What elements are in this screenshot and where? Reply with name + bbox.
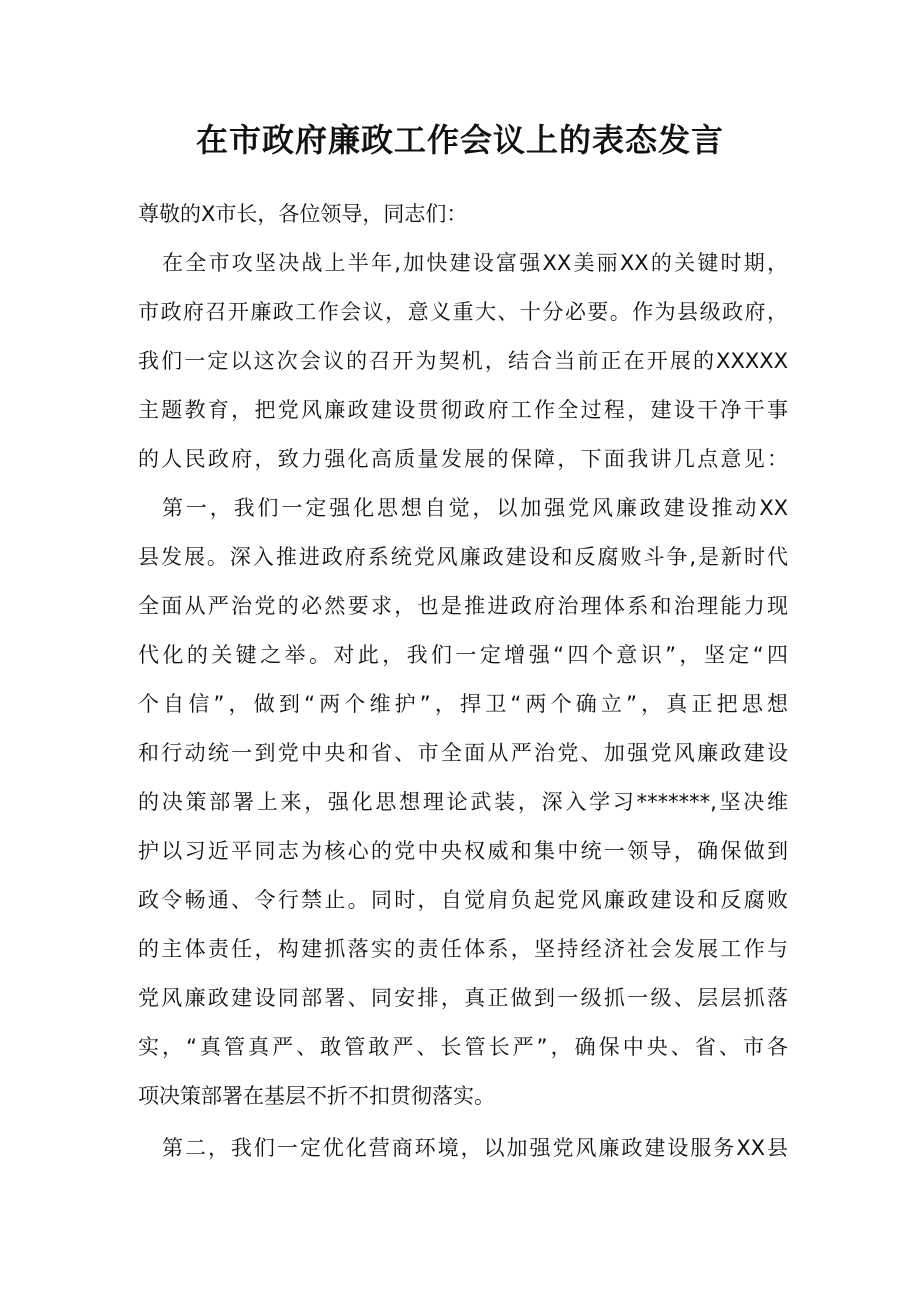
document-title: 在市政府廉政工作会议上的表态发言 — [195, 121, 724, 159]
paragraph-line: 护以习近平同志为核心的党中央权威和集中统一领导，确保做到 — [138, 839, 788, 863]
paragraph-line: 的决策部署上来，强化思想理论武装，深入学习*******,坚决维 — [138, 790, 788, 814]
paragraph-line: 第二，我们一定优化营商环境，以加强党风廉政建设服务XX县 — [162, 1136, 788, 1160]
paragraph-line: 和行动统一到党中央和省、市全面从严治党、加强党风廉政建设 — [138, 741, 788, 765]
document-body — [138, 190, 788, 1173]
paragraph-3 — [138, 1124, 788, 1173]
paragraph-line: 代化的关键之举。对此，我们一定增强“四个意识”，坚定“四 — [138, 643, 788, 667]
paragraph-line: 党风廉政建设同部署、同安排，真正做到一级抓一级、层层抓落 — [138, 986, 788, 1010]
paragraph-line: 县发展。深入推进政府系统党风廉政建设和反腐败斗争,是新时代 — [138, 545, 788, 569]
paragraph-line: 实，“真管真严、敢管敢严、长管长严”，确保中央、省、市各 — [138, 1035, 788, 1059]
paragraph-line: 的主体责任，构建抓落实的责任体系，坚持经济社会发展工作与 — [138, 937, 788, 961]
salutation: 尊敬的X市长，各位领导，同志们： — [138, 202, 468, 226]
paragraph-line: 主题教育，把党风廉政建设贯彻政府工作全过程，建设干净干事 — [138, 398, 788, 422]
paragraph-line: 政令畅通、令行禁止。同时，自觉肩负起党风廉政建设和反腐败 — [138, 888, 788, 912]
paragraph-line: 的人民政府，致力强化高质量发展的保障，下面我讲几点意见： — [138, 447, 788, 471]
paragraph-line: 项决策部署在基层不折不扣贯彻落实。 — [138, 1084, 495, 1108]
paragraph-line: 在全市攻坚决战上半年,加快建设富强XX美丽XX的关键时期， — [162, 251, 788, 275]
paragraph-line: 第一，我们一定强化思想自觉，以加强党风廉政建设推动XX — [162, 496, 788, 520]
paragraph-line: 市政府召开廉政工作会议，意义重大、十分必要。作为县级政府， — [138, 300, 788, 324]
paragraph-1 — [138, 239, 788, 484]
paragraph-line: 个自信”，做到“两个维护”，捍卫“两个确立”，真正把思想 — [138, 692, 788, 716]
paragraph-line: 全面从严治党的必然要求，也是推进政府治理体系和治理能力现 — [138, 594, 788, 618]
paragraph-2 — [138, 484, 788, 1121]
paragraph-line: 我们一定以这次会议的召开为契机，结合当前正在开展的XXXXX — [138, 349, 788, 373]
